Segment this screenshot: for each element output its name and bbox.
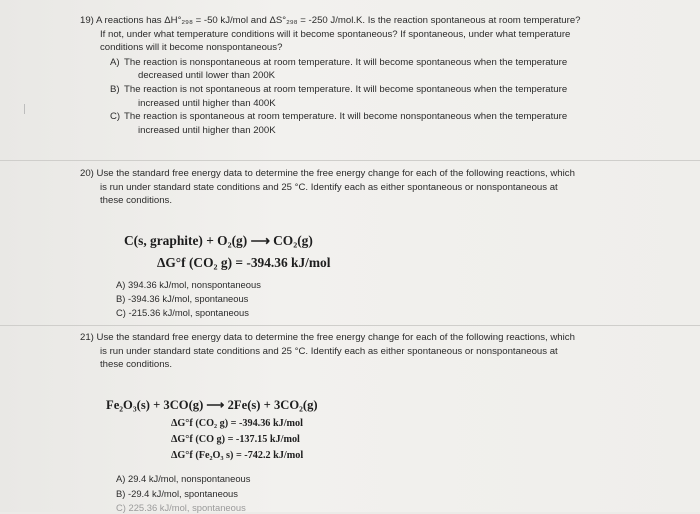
question-21 xyxy=(80,331,650,372)
answer-b[interactable]: B) -29.4 kJ/mol, spontaneous xyxy=(116,488,238,499)
answer-c[interactable]: C) -215.36 kJ/mol, spontaneous xyxy=(116,307,249,318)
section-divider xyxy=(0,325,700,326)
option-text: increased until higher than 200K xyxy=(138,124,276,136)
stem-line: 20) Use the standard free energy data to determine the free energy change for each of the following reactions, which xyxy=(80,168,575,179)
free-energy-data: ΔG°f (CO g) = -137.15 kJ/mol xyxy=(171,434,300,445)
stem-line: 19) A reactions has ΔH°₂₉₈ = -50 kJ/mol and ΔS°₂₉₈ = -250 J/mol.K. Is the reaction spontaneous at room temperature? xyxy=(80,15,581,26)
answer-c[interactable]: C) 225.36 kJ/mol, spontaneous xyxy=(116,502,246,513)
option-label: C) xyxy=(110,111,121,123)
question-20 xyxy=(80,167,650,208)
option-text: decreased until lower than 200K xyxy=(138,70,276,82)
option-label: A) xyxy=(110,56,120,68)
stem-line: 21) Use the standard free energy data to determine the free energy change for each of the following reactions, which xyxy=(80,332,575,343)
option-text: The reaction is not spontaneous at room temperature. It will become spontaneous when the temperature xyxy=(124,83,568,95)
option-b[interactable] xyxy=(110,83,665,110)
question-21-stem xyxy=(80,331,650,372)
option-text: increased until higher than 400K xyxy=(138,97,276,109)
stem-line: conditions will it become nonspontaneous? xyxy=(100,42,283,54)
question-19-stem xyxy=(80,14,665,55)
answer-a[interactable]: A) 29.4 kJ/mol, nonspontaneous xyxy=(116,473,251,484)
stem-line: these conditions. xyxy=(100,195,172,207)
reaction-equation: Fe₂O₃(s) + 3CO(g) ⟶ 2Fe(s) + 3CO₂(g) xyxy=(106,398,318,412)
option-label: B) xyxy=(110,83,120,95)
free-energy-data: ΔG°f (Fe₂O₃ s) = -742.2 kJ/mol xyxy=(171,450,304,461)
option-text: The reaction is spontaneous at room temperature. It will become nonspontaneous when the temperature xyxy=(124,111,568,123)
question-20-stem xyxy=(80,167,650,208)
stem-line: these conditions. xyxy=(100,359,172,371)
stem-line: is run under standard state conditions and 25 °C. Identify each as either spontaneous or nonspontaneous at xyxy=(100,345,558,357)
margin-mark xyxy=(24,104,25,114)
section-divider xyxy=(0,160,700,161)
free-energy-data: ΔG°f (CO₂ g) = -394.36 kJ/mol xyxy=(157,255,331,270)
reaction-equation: C(s, graphite) + O₂(g) ⟶ CO₂(g) xyxy=(124,233,313,248)
answer-a[interactable]: A) 394.36 kJ/mol, nonspontaneous xyxy=(116,279,261,290)
question-19 xyxy=(80,14,665,137)
question-19-options xyxy=(110,56,665,138)
option-text: The reaction is nonspontaneous at room temperature. It will become spontaneous when the temperature xyxy=(124,56,568,68)
stem-line: is run under standard state conditions and 25 °C. Identify each as either spontaneous or nonspontaneous at xyxy=(100,181,558,193)
option-c[interactable] xyxy=(110,110,665,137)
answer-b[interactable]: B) -394.36 kJ/mol, spontaneous xyxy=(116,293,249,304)
stem-line: If not, under what temperature conditions will it become spontaneous? If spontaneous, under what temperature xyxy=(100,28,571,40)
option-a[interactable] xyxy=(110,56,665,83)
free-energy-data: ΔG°f (CO₂ g) = -394.36 kJ/mol xyxy=(171,418,303,429)
